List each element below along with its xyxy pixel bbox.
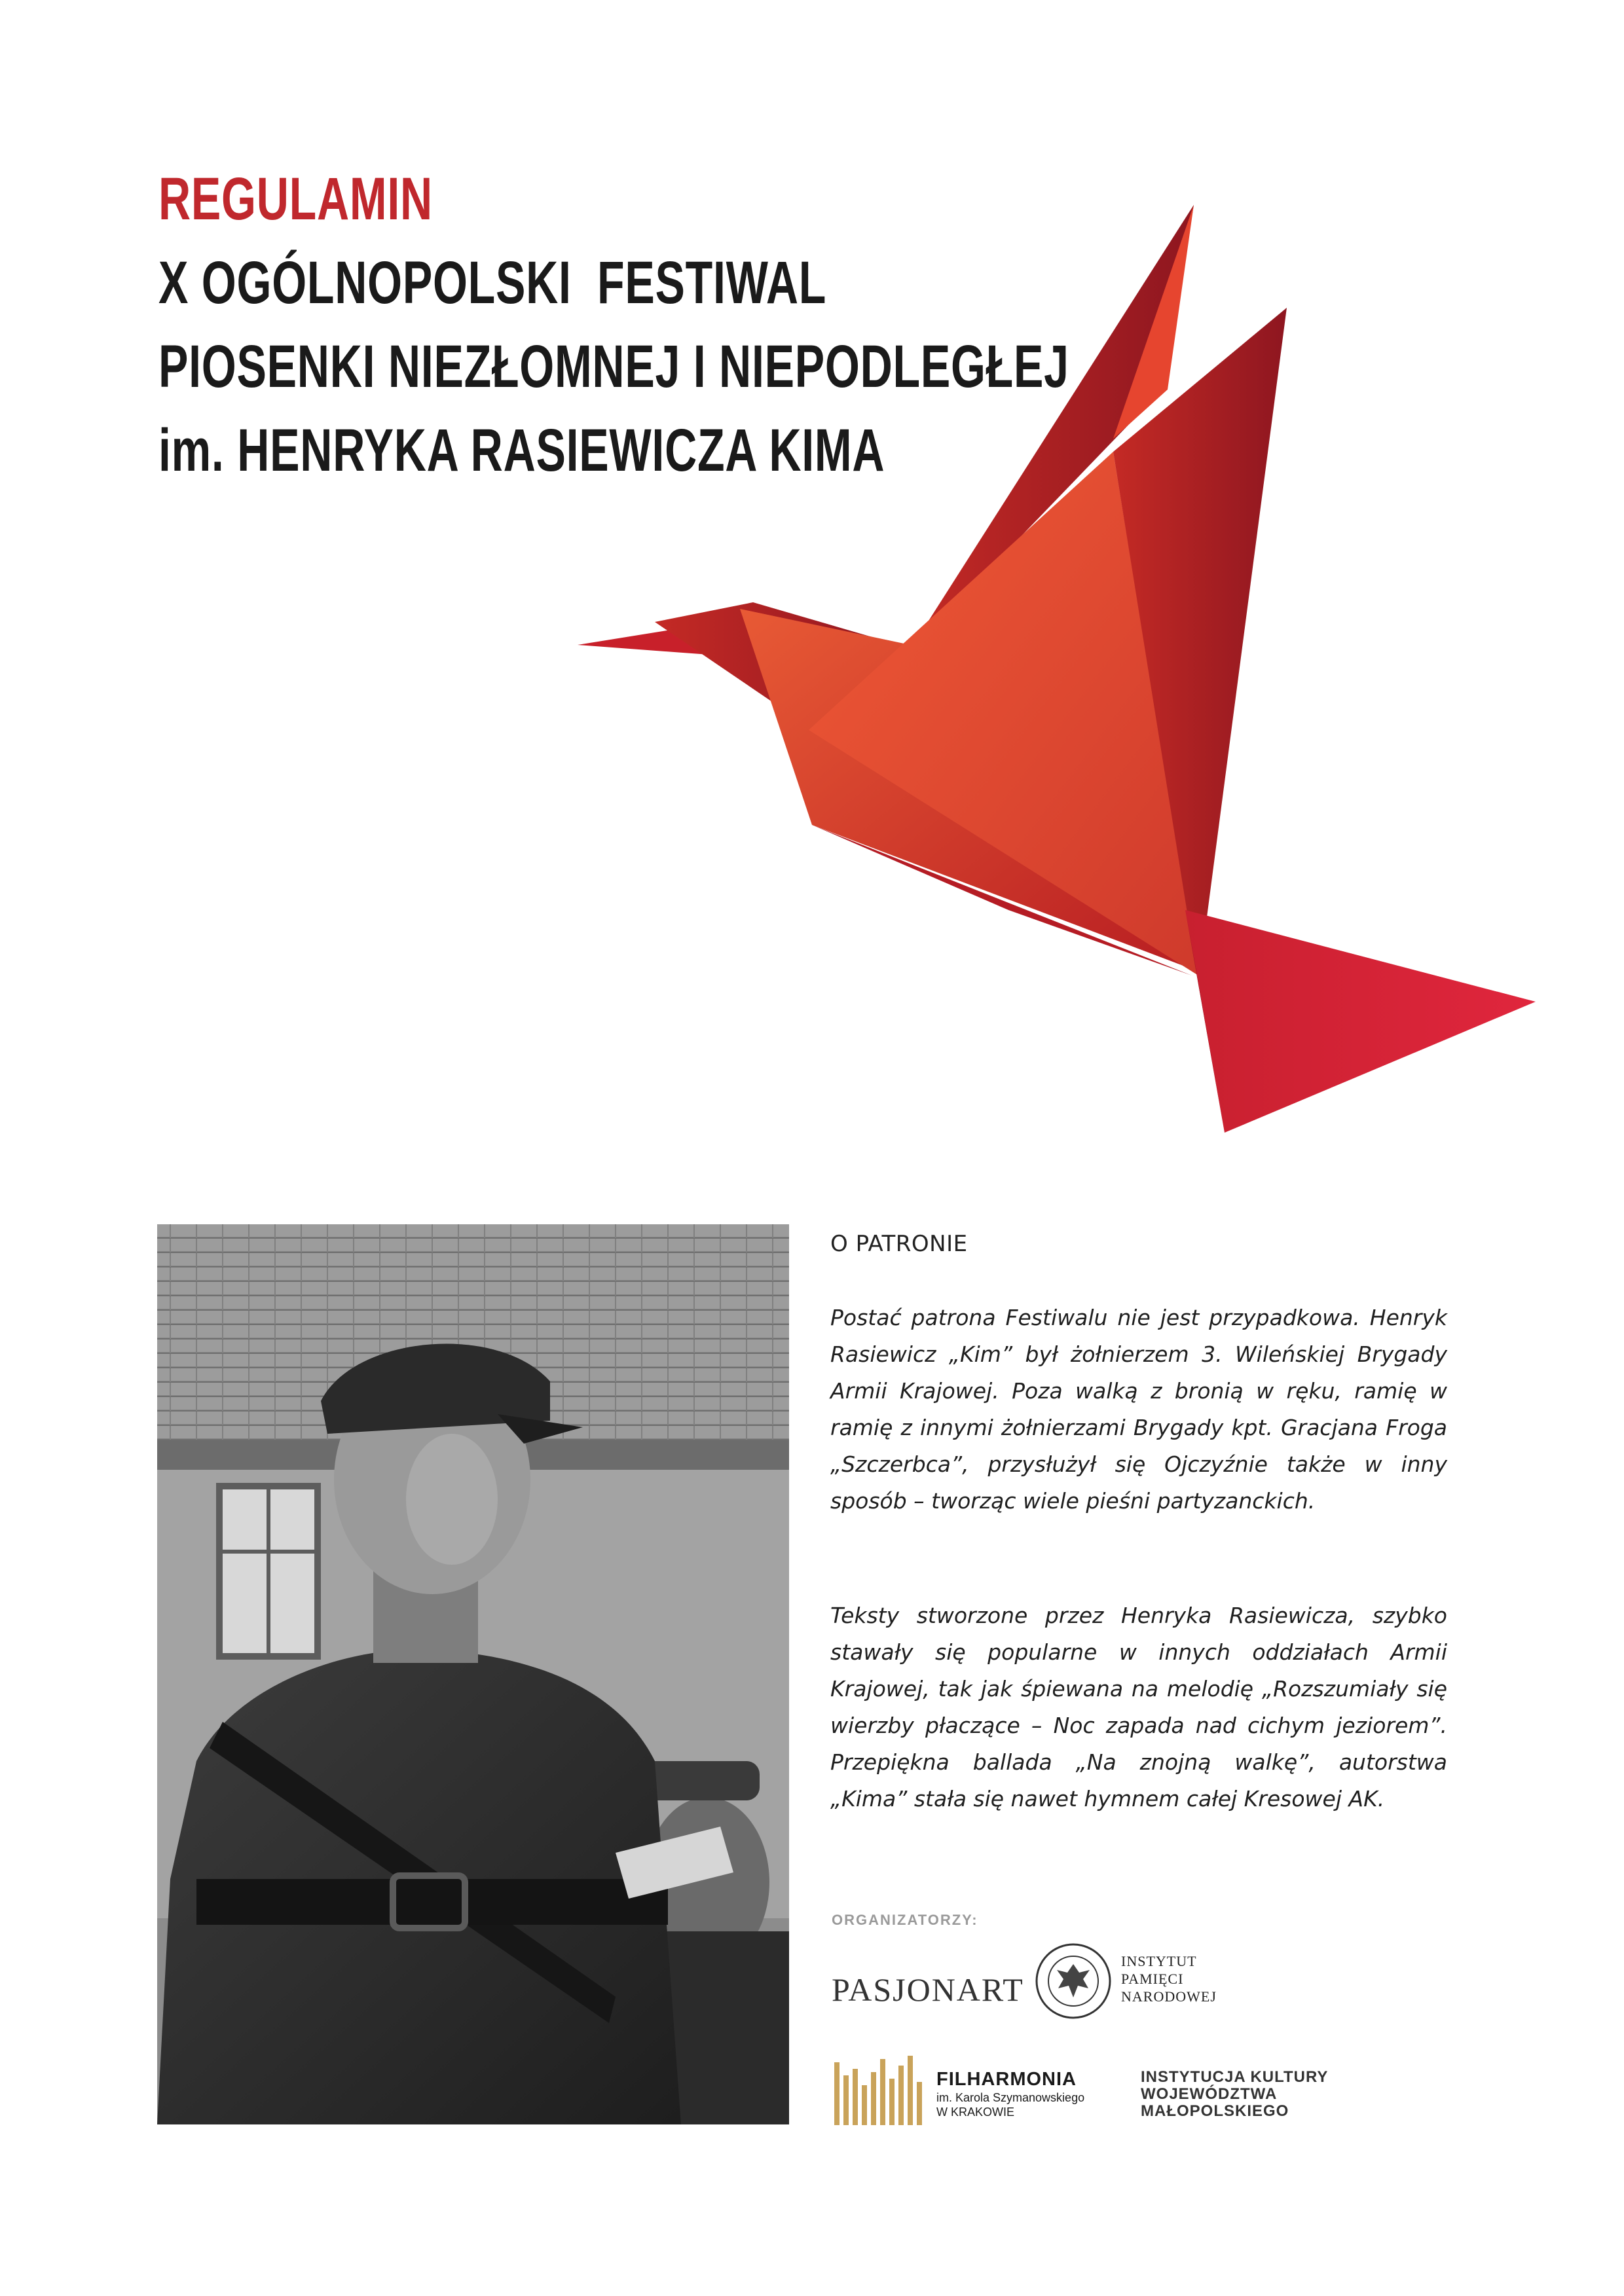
filharmonia-name: FILHARMONIA bbox=[936, 2069, 1077, 2090]
instytucja-line: WOJEWÓDZTWA bbox=[1141, 2085, 1278, 2103]
ipn-line: PAMIĘCI bbox=[1121, 1971, 1184, 1987]
ipn-line: INSTYTUT bbox=[1121, 1953, 1197, 1969]
filharmonia-logo-text bbox=[936, 2069, 1084, 2119]
festival-title-line-3: im. HENRYKA RASIEWICZA KIMA bbox=[158, 417, 885, 484]
patron-photo bbox=[157, 1224, 789, 2124]
patron-paragraph-2: Teksty stworzone przez Henryka Rasiewicza, szybko stawały się popularne w innych oddziałach Armii Krajowej, tak jak śpiewana na melodię „Rozszumiały się wierzby płaczące – Noc zapada nad cichym jeziorem”. Przepiękna ballada „Na znojną walkę”, autorstwa „Kima” stała się nawet hymnem całej Kresowej AK. bbox=[830, 1603, 1447, 1812]
instytucja-line: INSTYTUCJA KULTURY bbox=[1141, 2068, 1329, 2086]
pasjonart-logo: PASJONART bbox=[832, 1971, 1024, 2008]
instytucja-kultury-logo bbox=[1141, 2069, 1328, 2120]
ipn-line: NARODOWEJ bbox=[1121, 1988, 1217, 2005]
bird-tail bbox=[1185, 910, 1536, 1133]
festival-title-line-1: X OGÓLNOPOLSKI FESTIWAL bbox=[158, 249, 827, 316]
festival-title-line-2: PIOSENKI NIEZŁOMNEJ I NIEPODLEGŁEJ bbox=[158, 333, 1069, 400]
section-heading: O PATRONIE bbox=[830, 1231, 968, 1257]
document-label: REGULAMIN bbox=[158, 166, 433, 232]
filharmonia-patron: im. Karola Szymanowskiego bbox=[936, 2091, 1085, 2104]
organ-pipes-icon bbox=[834, 2056, 926, 2125]
eagle-seal-icon bbox=[1033, 1941, 1113, 2021]
ipn-logo-text bbox=[1121, 1952, 1217, 2005]
instytucja-line: MAŁOPOLSKIEGO bbox=[1141, 2102, 1289, 2120]
organizers-label: ORGANIZATORZY: bbox=[832, 1912, 978, 1928]
patron-paragraph-1: Postać patrona Festiwalu nie jest przypadkowa. Henryk Rasiewicz „Kim” był żołnierzem 3. Wileńskiej Brygady Armii Krajowej. Poza walką z bronią w ręku, ramię w ramię z innymi żołnierzami Brygady kpt. Gracjana Froga „Szczerbca”, przysłużył się Ojczyźnie także w inny sposób – tworząc wiele pieśni partyzanckich. bbox=[830, 1305, 1447, 1514]
filharmonia-city: W KRAKOWIE bbox=[936, 2105, 1015, 2119]
